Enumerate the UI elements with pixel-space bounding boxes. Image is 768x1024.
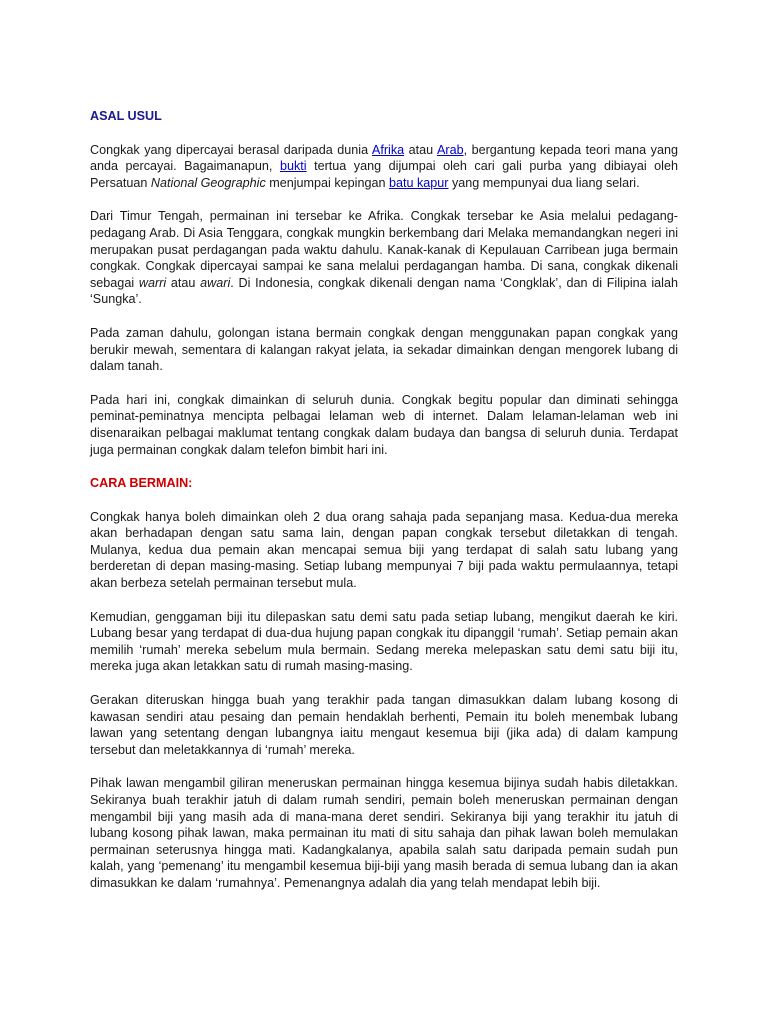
paragraph-origin-1 xyxy=(90,142,678,192)
paragraph-origin-4: Pada hari ini, congkak dimainkan di seluruh dunia. Congkak begitu popular dan diminati sehingga peminat-peminatnya mencipta pelbagai lelaman web di internet. Dalam lelaman-lelaman web ini disenaraikan pelbagai maklumat tentang congkak dalam budaya dan bangsa di seluruh dunia. Terdapat juga permainan congkak dalam telefon bimbit hari ini. xyxy=(90,392,678,457)
paragraph-origin-3: Pada zaman dahulu, golongan istana bermain congkak dengan menggunakan papan congkak yang berukir mewah, sementara di kalangan rakyat jelata, ia sekadar dimainkan dengan mengorek lubang di dalam tanah. xyxy=(90,325,678,374)
paragraph-rules-1: Congkak hanya boleh dimainkan oleh 2 dua orang sahaja pada sepanjang masa. Kedua-dua mereka akan berhadapan dengan satu sama lain, dengan papan congkak tersebut diletakkan di tengah. Mulanya, kedua dua pemain akan mencapai semua biji yang terdapat di salah satu lubang yang berderetan di depan masing-masing. Setiap lubang mempunyai 7 biji pada waktu permulaannya, tetapi akan berbeza setelah permainan tersebut mula. xyxy=(90,509,678,591)
text-run: , bergantung kepada teori mana yang anda percayai. Bagaimanapun, xyxy=(90,142,678,174)
heading-asal-usul: ASAL USUL xyxy=(90,109,162,123)
link-batu-kapur[interactable]: batu kapur xyxy=(388,175,449,190)
paragraph-rules-2: Kemudian, genggaman biji itu dilepaskan satu demi satu pada setiap lubang, mengikut daerah ke kiri. Lubang besar yang terdapat di dua-dua hujung papan congkak itu dipanggil ‘rumah’. Setiap pemain akan memilih ‘rumah’ mereka sebelum mula bermain. Sedang mereka melepaskan satu demi satu biji itu, mereka juga akan letakkan satu di rumah masing-masing. xyxy=(90,609,678,674)
paragraph-rules-4: Pihak lawan mengambil giliran meneruskan permainan hingga kesemua bijinya sudah habis diletakkan. Sekiranya buah terakhir jatuh di dalam rumah sendiri, pemain boleh meneruskan permainan dengan mengambil biji yang masih ada di mana-mana deret sendiri. Sekiranya biji yang terakhir itu jatuh di lubang kosong pihak lawan, maka permainan itu mati di situ sahaja dan pihak lawan boleh memulakan permainan seterusnya hingga mati. Kadangkalanya, apabila salah satu daripada pemain sudah pun kalah, yang ‘pemenang’ itu mengambil kesemua biji-biji yang masih berada di semua lubang dan ia akan dimasukkan ke dalam ‘rumahnya’. Pemenangnya adalah dia yang telah mendapat lebih biji. xyxy=(90,776,678,890)
text-run: tertua yang dijumpai oleh cari gali purba yang dibiayai oleh Persatuan xyxy=(90,159,678,190)
paragraph-origin-2 xyxy=(90,208,678,308)
text-run: menjumpai kepingan xyxy=(265,175,389,190)
text-run: yang mempunyai dua liang selari. xyxy=(448,175,640,190)
document-page xyxy=(90,108,678,909)
link-afrika[interactable]: Afrika xyxy=(371,142,405,157)
text-run: atau xyxy=(166,275,201,290)
text-run: . Di Indonesia, congkak dikenali dengan nama ‘Congklak’, dan di Filipina ialah ‘Sungka’. xyxy=(90,275,678,307)
heading-cara-bermain: CARA BERMAIN: xyxy=(90,476,193,491)
emphasis-national-geographic: National Geographic xyxy=(150,175,266,190)
emphasis-warri: warri xyxy=(138,275,167,290)
text-run: Congkak yang dipercayai berasal daripada dunia xyxy=(90,142,372,157)
text-run: Dari Timur Tengah, permainan ini tersebar ke Afrika. Congkak tersebar ke Asia melalui pedagang-pedagang Arab. Di Asia Tenggara, congkak mungkin berkembang dari Melaka memandangkan negeri ini merupakan pusat perdagangan pada waktu dahulu. Kanak-kanak di Kepulauan Carribean juga bermain congkak. Congkak dipercayai sampai ke sana melalui perdagangan hamba. Di sana, congkak dikenali sebagai xyxy=(90,209,678,290)
link-bukti[interactable]: bukti xyxy=(279,159,307,174)
emphasis-awari: awari xyxy=(200,275,231,290)
link-arab[interactable]: Arab xyxy=(436,142,464,157)
text-run: atau xyxy=(404,142,437,157)
paragraph-rules-3: Gerakan diteruskan hingga buah yang terakhir pada tangan dimasukkan dalam lubang kosong di kawasan sendiri atau pesaing dan pemain hendaklah berhenti, Pemain itu boleh menembak lubang lawan yang setentang dengan lubangnya iaitu mengaut kesemua biji (jika ada) di dalam kampung tersebut dan meletakkannya di ‘rumah’ mereka. xyxy=(90,693,678,757)
